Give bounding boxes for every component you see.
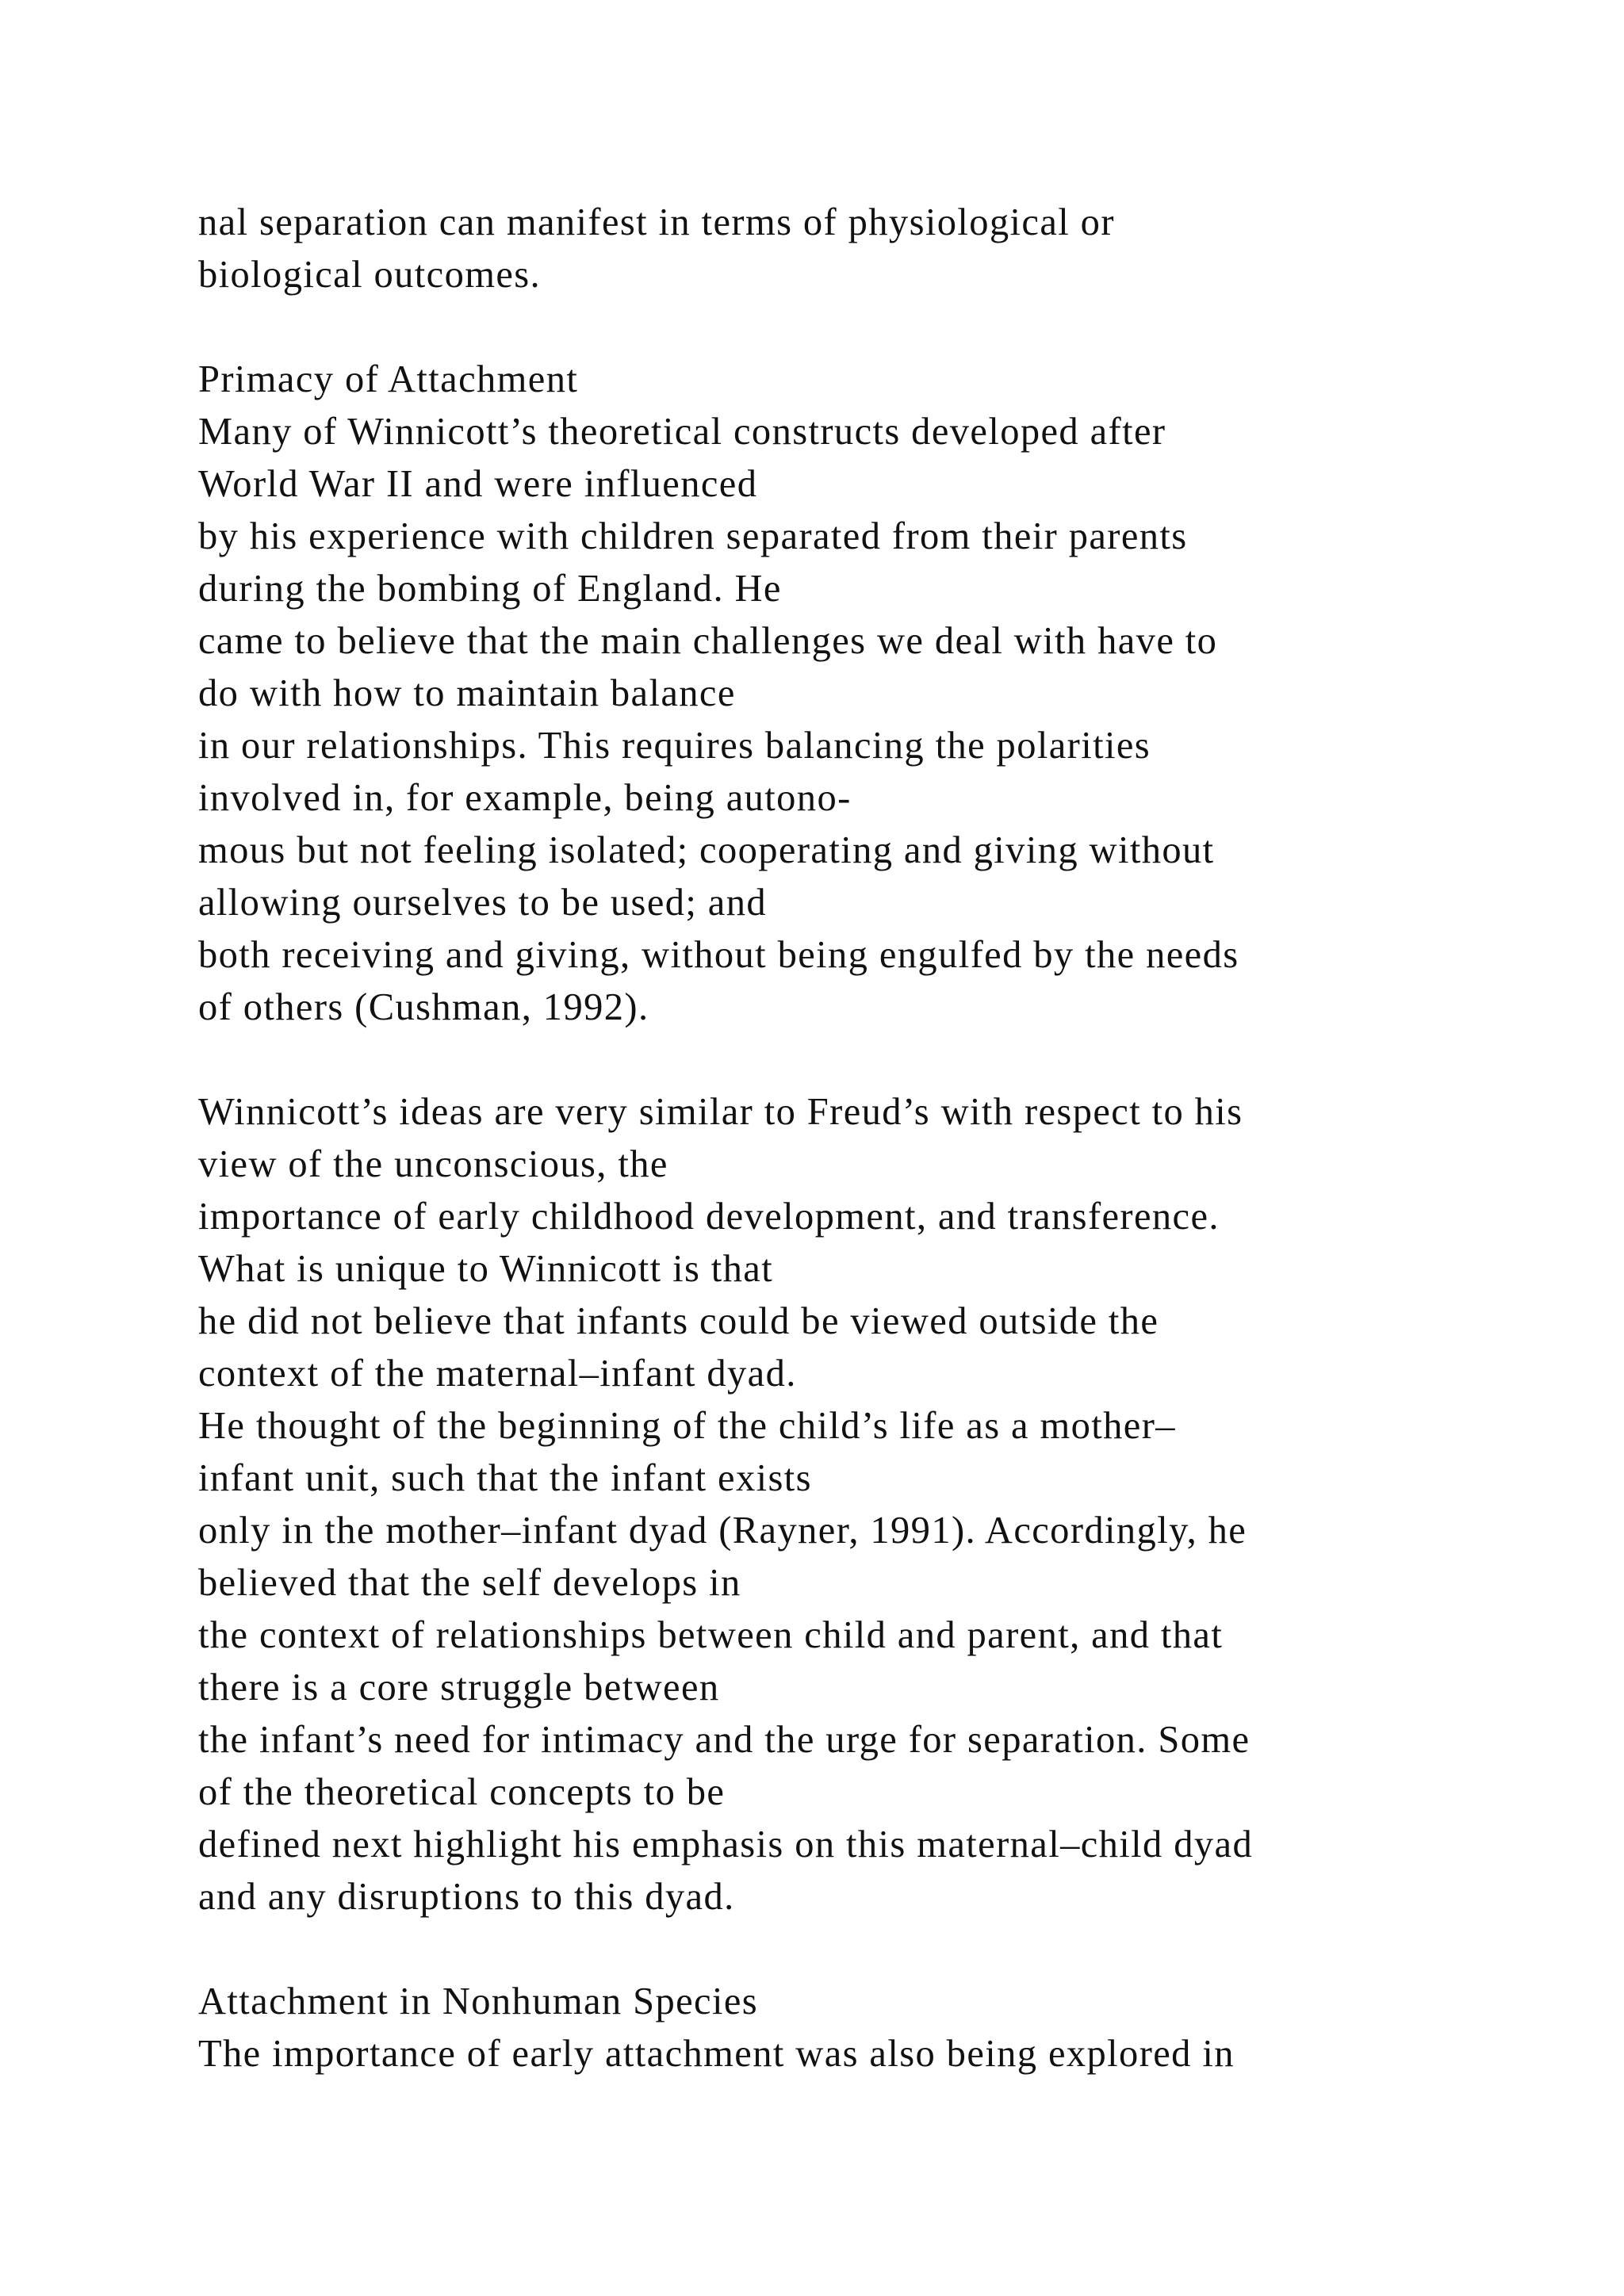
text-line: He thought of the beginning of the child’s life as a mother–: [198, 1405, 1176, 1447]
text-line: The importance of early attachment was also being explored in: [198, 2033, 1235, 2075]
text-line: nal separation can manifest in terms of physiological or: [198, 201, 1115, 243]
text-line: the context of relationships between child and parent, and that: [198, 1614, 1224, 1656]
text-line: allowing ourselves to be used; and: [198, 882, 768, 924]
text-line: do with how to maintain balance: [198, 672, 736, 714]
body-text: [198, 197, 1610, 2080]
text-line: by his experience with children separated from their parents: [198, 515, 1188, 557]
text-line: of others (Cushman, 1992).: [198, 986, 649, 1028]
paragraph-break: [198, 1034, 1610, 1086]
text-line: Many of Winnicott’s theoretical constructs developed after: [198, 411, 1166, 453]
paragraph-break: [198, 1923, 1610, 1976]
text-line: believed that the self develops in: [198, 1562, 741, 1604]
text-line: biological outcomes.: [198, 254, 542, 296]
text-line: context of the maternal–infant dyad.: [198, 1353, 797, 1395]
section-heading: Primacy of Attachment: [198, 358, 579, 400]
paragraph-break: [198, 301, 1610, 354]
text-line: both receiving and giving, without being engulfed by the needs: [198, 934, 1239, 976]
text-line: involved in, for example, being autono-: [198, 777, 852, 819]
text-line: mous but not feeling isolated; cooperating and giving without: [198, 829, 1215, 871]
text-line: infant unit, such that the infant exists: [198, 1457, 812, 1499]
text-line: there is a core struggle between: [198, 1667, 720, 1709]
text-line: What is unique to Winnicott is that: [198, 1248, 774, 1290]
text-line: in our relationships. This requires balancing the polarities: [198, 725, 1151, 767]
text-line: the infant’s need for intimacy and the urge for separation. Some: [198, 1719, 1251, 1761]
text-line: he did not believe that infants could be viewed outside the: [198, 1300, 1159, 1342]
text-line: during the bombing of England. He: [198, 568, 782, 610]
text-line: only in the mother–infant dyad (Rayner, 1991). Accordingly, he: [198, 1510, 1247, 1552]
text-line: and any disruptions to this dyad.: [198, 1876, 735, 1918]
text-line: view of the unconscious, the: [198, 1143, 668, 1185]
text-line: Winnicott’s ideas are very similar to Freud’s with respect to his: [198, 1091, 1243, 1133]
text-line: importance of early childhood development, and transference.: [198, 1196, 1220, 1238]
section-heading: Attachment in Nonhuman Species: [198, 1980, 759, 2022]
text-line: World War II and were influenced: [198, 463, 758, 505]
text-line: came to believe that the main challenges we deal with have to: [198, 620, 1218, 662]
text-line: of the theoretical concepts to be: [198, 1771, 726, 1813]
text-line: defined next highlight his emphasis on this maternal–child dyad: [198, 1823, 1254, 1866]
